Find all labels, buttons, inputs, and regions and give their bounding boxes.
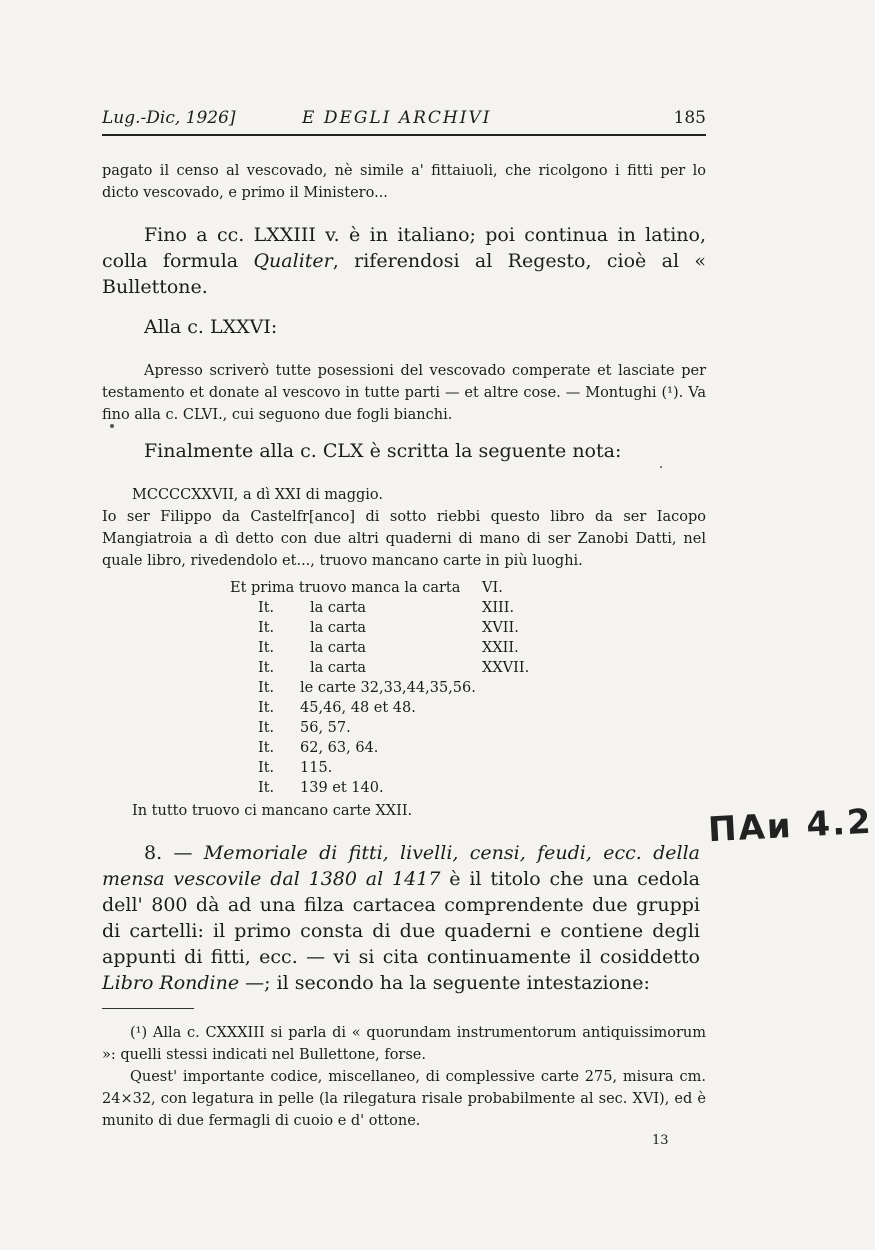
item-text: 139 et 140. — [300, 780, 384, 796]
footnote-1: (¹) Alla c. CXXXIII si parla di « quorundam instrumentorum antiquissimorum »: quelli stessi indicati nel Bullettone, forse. — [102, 1025, 706, 1063]
ink-spot — [660, 466, 662, 468]
item-text: 56, 57. — [300, 720, 351, 736]
section-number: 8. — — [144, 842, 204, 864]
item-value: XXVII. — [482, 660, 530, 676]
text-qualiter: Qualiter — [253, 250, 333, 272]
item-label: It. — [258, 660, 275, 676]
list-total: In tutto truovo ci mancano carte XXII. — [132, 803, 413, 819]
section-title: Memoriale di fitti, livelli, censi, feudi, ecc. della mensa vescovile dal 1380 al 1417 — [102, 842, 700, 890]
item-label: It. — [258, 780, 275, 796]
handwritten-margin-note: ПАи 4.2 — [707, 801, 874, 851]
heading-clx: Finalmente alla c. CLX è scritta la seguente nota: — [144, 440, 622, 462]
text-fino: Fino a cc. LXXIII v. è in italiano; poi continua in latino, colla formula — [102, 224, 706, 272]
item-text: 45,46, 48 et 48. — [300, 700, 416, 716]
item-label: It. — [258, 740, 275, 756]
item-label: It. — [258, 620, 275, 636]
item-text: la carta — [310, 640, 367, 656]
paragraph-censo: pagato il censo al vescovado, nè simile a' fittaiuoli, che ricolgono i fitti per lo dicto vescovado, e primo il Ministero... — [102, 163, 706, 201]
item-text: la carta — [310, 620, 367, 636]
list-first-value: VI. — [482, 580, 503, 596]
item-value: XIII. — [482, 600, 515, 616]
item-text: la carta — [310, 600, 367, 616]
item-text: le carte 32,33,44,35,56. — [300, 680, 476, 696]
item-value: XXII. — [482, 640, 519, 656]
paragraph-apresso: Apresso scriverò tutte posessioni del vescovado comperate et lasciate per testamento et donate al vescovo in tutte parti — et altre cose. — Montughi (¹). Va fino alla c. CLVI., cui seguono due fogli bianchi. — [102, 363, 706, 423]
item-label: It. — [258, 700, 275, 716]
paragraph-section-8 — [102, 840, 700, 996]
item-label: It. — [258, 760, 275, 776]
item-text: 62, 63, 64. — [300, 740, 379, 756]
section-body-a: è il titolo che una cedola dell' 800 dà ad una filza cartacea comprendente due gruppi di cartelli: il primo consta di due quaderni e contiene degli appunti di fitti, ecc. — vi si cita continuamente il cosiddetto — [102, 868, 700, 968]
header-date: Lug.-Dic, 1926] — [102, 108, 236, 128]
item-label: It. — [258, 680, 275, 696]
header-title: E DEGLI ARCHIVI — [302, 108, 492, 128]
item-label: It. — [258, 600, 275, 616]
signature-mark: 13 — [652, 1133, 669, 1148]
paragraph-latino — [102, 222, 706, 300]
ink-spot — [110, 424, 114, 428]
footnote-2: Quest' importante codice, miscellaneo, di complessive carte 275, misura cm. 24×32, con legatura in pelle (la rilegatura risale probabilmente al sec. XVI), ed è munito di due fermagli di cuoio e d' ottone. — [102, 1069, 706, 1129]
item-label: It. — [258, 640, 275, 656]
text-regesto: , riferendosi al Regesto, cioè al « Bullettone. — [102, 250, 706, 298]
header-page-number: 185 — [673, 108, 706, 128]
book-title: Libro Rondine — [102, 972, 240, 994]
date-line: MCCCCXXVII, a dì XXI di maggio. — [132, 487, 383, 503]
section-body-b: —; il secondo ha la seguente intestazione: — [239, 972, 650, 994]
item-text: la carta — [310, 660, 367, 676]
heading-alla-lxxvi: Alla c. LXXVI: — [144, 316, 278, 338]
item-text: 115. — [300, 760, 333, 776]
running-header — [102, 104, 706, 136]
paragraph-filippo: Io ser Filippo da Castelfr[anco] di sotto riebbi questo libro da ser Iacopo Mangiatroia a dì detto con due altri quaderni di mano di ser Zanobi Datti, nel quale libro, rivedendolo et..., truovo mancano carte in più luoghi. — [102, 509, 706, 569]
item-value: XVII. — [482, 620, 519, 636]
footnote-divider — [102, 1008, 194, 1009]
list-first: Et prima truovo manca la carta — [230, 580, 461, 596]
item-label: It. — [258, 720, 275, 736]
